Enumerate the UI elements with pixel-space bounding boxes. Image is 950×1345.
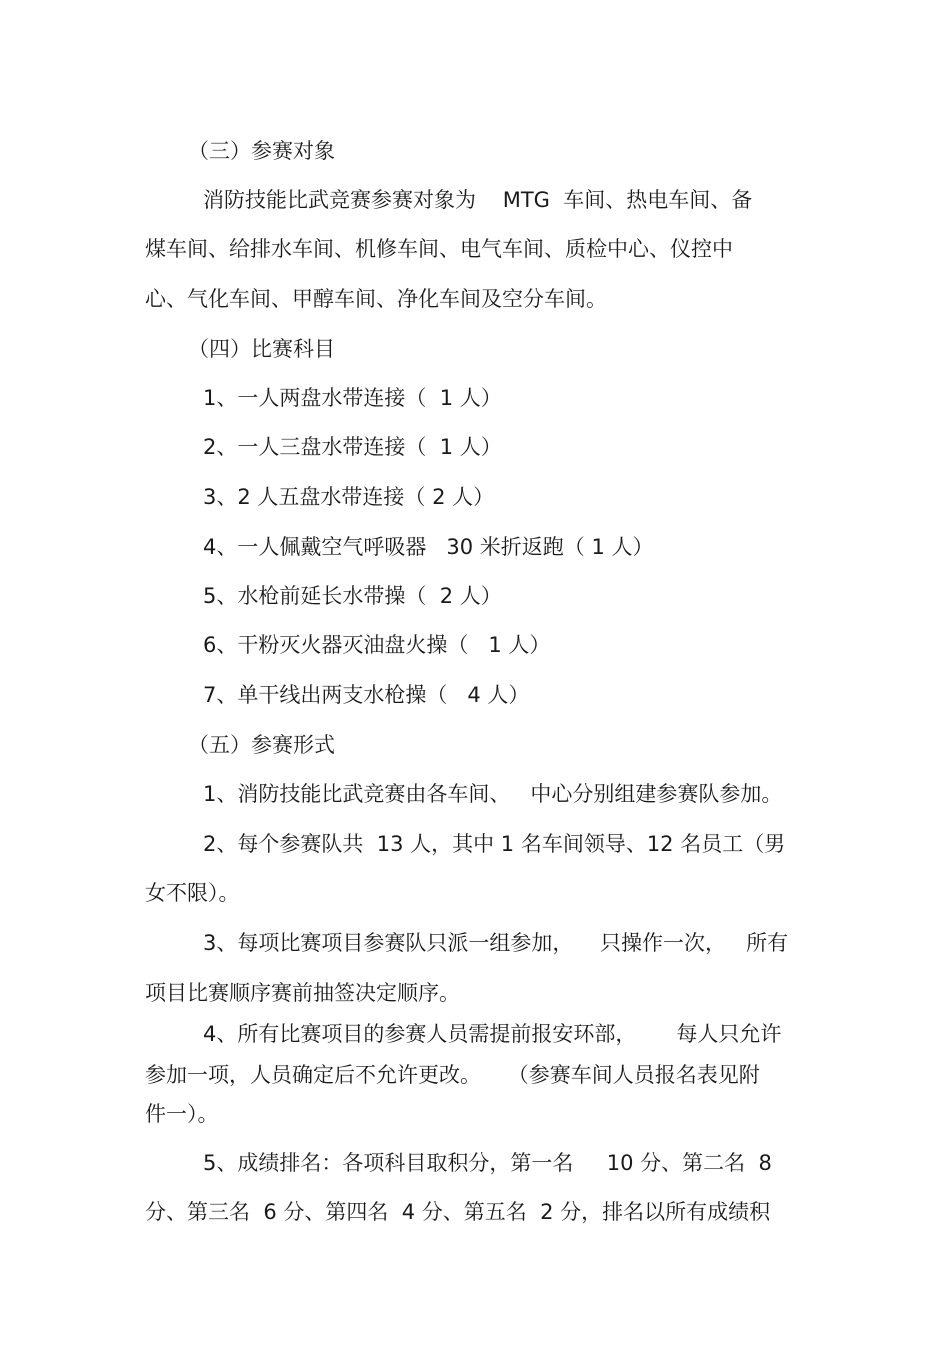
section-heading-3: （三）参赛对象 bbox=[188, 139, 335, 163]
paragraph-line: 参加一项，人员确定后不允许更改。 （参赛车间人员报名表见附 bbox=[145, 1063, 760, 1087]
paragraph-line: 心、气化车间、甲醇车间、净化车间及空分车间。 bbox=[145, 287, 607, 311]
paragraph-line: 1、消防技能比武竞赛由各车间、 中心分别组建参赛队参加。 bbox=[203, 782, 783, 806]
list-item: 7、单干线出两支水枪操（ 4 人） bbox=[203, 683, 530, 707]
paragraph-line: 煤车间、给排水车间、机修车间、电气车间、质检中心、仪控中 bbox=[145, 237, 733, 261]
list-item: 6、干粉灭火器灭油盘火操（ 1 人） bbox=[203, 633, 551, 657]
paragraph-line: 分、第三名 6 分、第四名 4 分、第五名 2 分，排名以所有成绩积 bbox=[145, 1200, 771, 1224]
section-heading-4: （四）比赛科目 bbox=[188, 337, 335, 361]
paragraph-line: 件一）。 bbox=[145, 1102, 219, 1126]
list-item: 4、一人佩戴空气呼吸器 30 米折返跑（ 1 人） bbox=[203, 535, 654, 559]
paragraph-line: 2、每个参赛队共 13 人，其中 1 名车间领导、12 名员工（男 bbox=[203, 832, 786, 856]
paragraph-line: 3、每项比赛项目参赛队只派一组参加， 只操作一次， 所有 bbox=[203, 931, 789, 955]
list-item: 2、一人三盘水带连接（ 1 人） bbox=[203, 435, 502, 459]
list-item: 3、2 人五盘水带连接（ 2 人） bbox=[203, 485, 495, 509]
paragraph-line: 4、所有比赛项目的参赛人员需提前报安环部， 每人只允许 bbox=[203, 1022, 782, 1046]
paragraph-line: 5、成绩排名：各项科目取积分，第一名 10 分、第二名 8 bbox=[203, 1151, 772, 1175]
paragraph-line: 项目比赛顺序赛前抽签决定顺序。 bbox=[145, 981, 460, 1005]
list-item: 5、水枪前延长水带操（ 2 人） bbox=[203, 584, 502, 608]
paragraph-line: 女不限）。 bbox=[145, 881, 240, 905]
paragraph-line: 消防技能比武竞赛参赛对象为 MTG 车间、热电车间、备 bbox=[203, 188, 753, 212]
list-item: 1、一人两盘水带连接（ 1 人） bbox=[203, 386, 502, 410]
section-heading-5: （五）参赛形式 bbox=[188, 733, 335, 757]
